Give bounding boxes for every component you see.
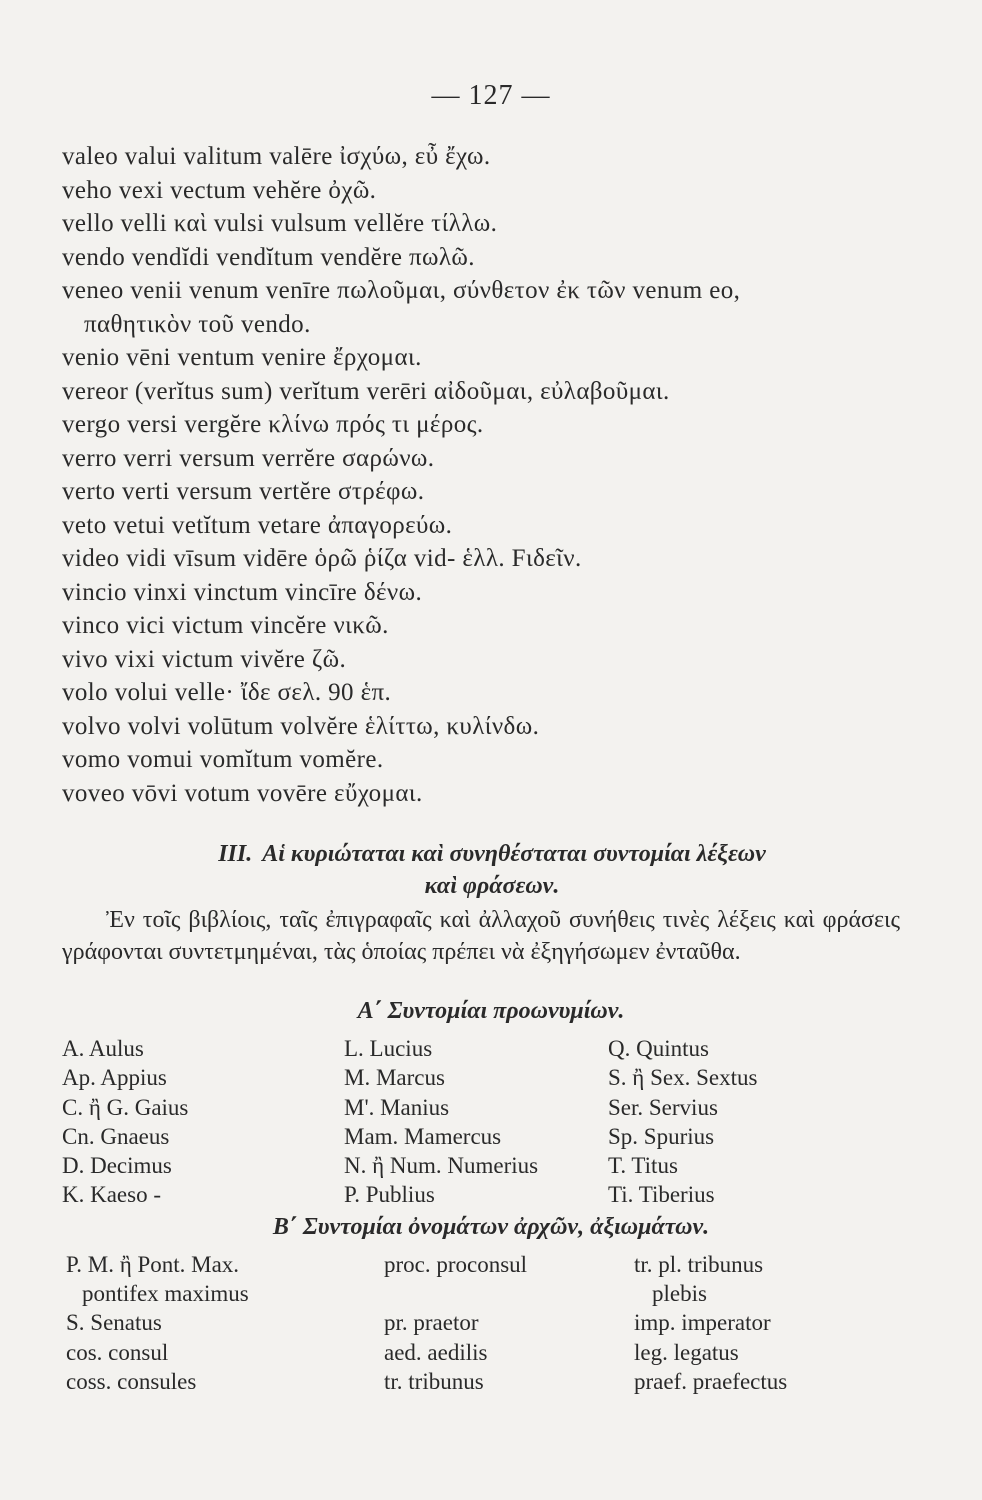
entry-text: vello velli καὶ vulsi vulsum vellĕre τίλλω. bbox=[62, 210, 498, 237]
section-number: III. bbox=[218, 841, 253, 867]
entry-text: veto vetui vetĭtum vetare ἀπαγορεύω. bbox=[62, 511, 453, 539]
entry-text: venio vēni ventum venire ἔρχομαι. bbox=[62, 344, 422, 371]
intro-text: Ἐν τοῖς βιβλίοις, ταῖς ἐπιγραφαῖς καὶ ἀλλαχοῦ συνήθεις τινὲς λέξεις καὶ φράσεις γράφονται συντετμημέναι, τὰς ὁποίας πρέπει νὰ ἐξηγήσωμεν ἐνταῦθα. bbox=[62, 907, 900, 965]
verb-entry bbox=[62, 341, 922, 375]
verb-entry bbox=[62, 643, 922, 677]
abbr-cell: Mam. Mamercus bbox=[344, 1123, 502, 1149]
table-row bbox=[62, 1310, 922, 1339]
verb-entry bbox=[62, 375, 922, 409]
abbr-cell: K. Kaeso - bbox=[62, 1182, 161, 1208]
verb-entry bbox=[62, 743, 922, 777]
abbr-cell: Sp. Spurius bbox=[608, 1123, 715, 1149]
title-cell: praef. praefectus bbox=[634, 1368, 788, 1394]
verb-entry bbox=[62, 442, 922, 476]
page-number: — 127 — bbox=[431, 80, 551, 111]
title-cell: P. M. ἢ Pont. Max. bbox=[66, 1252, 240, 1277]
praenomina-heading: Α΄ Συντομίαι προωνυμίων. bbox=[357, 998, 625, 1024]
entry-text: volo volui velle· ἴδε σελ. 90 ἑπ. bbox=[62, 679, 392, 706]
entry-text: vergo versi vergĕre κλίνω πρός τι μέρος. bbox=[62, 411, 484, 438]
verb-entry bbox=[62, 274, 922, 341]
abbr-cell: M'. Manius bbox=[344, 1094, 450, 1120]
title-cell: tr. pl. tribunus bbox=[634, 1252, 764, 1277]
abbr-cell: A. Aulus bbox=[62, 1036, 144, 1061]
titles-table bbox=[62, 1252, 922, 1398]
table-row bbox=[62, 1252, 922, 1281]
abbr-cell: T. Titus bbox=[608, 1153, 678, 1179]
section-title-line1: Αἱ κυριώταται καὶ συνηθέσταται συντομίαι λέξεων bbox=[262, 841, 766, 867]
verb-entry bbox=[62, 140, 922, 174]
verb-entry bbox=[62, 609, 922, 643]
verb-entry bbox=[62, 777, 922, 811]
title-cell: cos. consul bbox=[66, 1339, 169, 1365]
abbr-cell: S. ἢ Sex. Sextus bbox=[608, 1065, 758, 1091]
title-cell: coss. consules bbox=[66, 1368, 197, 1394]
verb-entry bbox=[62, 710, 922, 744]
title-cell: leg. legatus bbox=[634, 1339, 739, 1365]
intro-paragraph bbox=[62, 904, 900, 968]
verb-entry bbox=[62, 207, 922, 241]
table-row bbox=[62, 1065, 922, 1094]
abbr-cell: Ap. Appius bbox=[62, 1065, 167, 1091]
entry-text: verro verri versum verrĕre σαρώνω. bbox=[62, 444, 435, 472]
section-title-line2: καὶ φράσεων. bbox=[424, 873, 560, 899]
verb-entry bbox=[62, 676, 922, 710]
title-cell: S. Senatus bbox=[66, 1310, 162, 1336]
abbr-cell: D. Decimus bbox=[62, 1153, 172, 1179]
abbr-cell: Q. Quintus bbox=[608, 1036, 709, 1061]
entry-text: vincio vinxi vinctum vincīre δένω. bbox=[62, 578, 423, 606]
entry-text: verto verti versum vertĕre στρέφω. bbox=[62, 478, 425, 505]
abbr-cell: M. Marcus bbox=[344, 1065, 445, 1091]
verb-entry bbox=[62, 576, 922, 610]
entry-text: valeo valui valitum valēre ἰσχύω, εὖ ἔχω. bbox=[62, 143, 491, 170]
title-cell: plebis bbox=[652, 1281, 707, 1307]
entry-text: vivo vixi victum vivĕre ζῶ. bbox=[62, 645, 347, 673]
abbr-cell: C. ἢ G. Gaius bbox=[62, 1094, 189, 1120]
entry-text: voveo vōvi votum vovēre εὔχομαι. bbox=[62, 779, 423, 807]
title-cell: proc. proconsul bbox=[384, 1252, 528, 1277]
table-row bbox=[62, 1036, 922, 1065]
entry-text: volvo volvi volūtum volvĕre ἑλίττω, κυλίνδω. bbox=[62, 712, 540, 740]
abbr-cell: L. Lucius bbox=[344, 1036, 433, 1061]
table-row bbox=[62, 1340, 922, 1369]
table-row bbox=[62, 1095, 922, 1124]
title-cell: imp. imperator bbox=[634, 1310, 771, 1336]
entry-text: vendo vendĭdi vendĭtum vendĕre πωλῶ. bbox=[62, 243, 475, 271]
title-cell: pr. praetor bbox=[384, 1310, 479, 1336]
verb-list bbox=[62, 140, 922, 810]
verb-entry bbox=[62, 475, 922, 509]
title-cell: aed. aedilis bbox=[384, 1339, 488, 1365]
table-row bbox=[62, 1281, 922, 1310]
section-heading bbox=[62, 838, 922, 902]
abbr-cell: N. ἢ Num. Numerius bbox=[344, 1153, 539, 1179]
title-cell: pontifex maximus bbox=[82, 1281, 249, 1307]
title-cell: tr. tribunus bbox=[384, 1368, 484, 1394]
abbr-cell: Ser. Servius bbox=[608, 1094, 718, 1120]
verb-entry bbox=[62, 174, 922, 208]
table-row bbox=[62, 1182, 922, 1211]
entry-continuation: παθητικὸν τοῦ vendo. bbox=[84, 310, 311, 338]
table-row bbox=[62, 1124, 922, 1153]
entry-text: vomo vomui vomĭtum vomĕre. bbox=[62, 746, 384, 773]
verb-entry bbox=[62, 509, 922, 543]
entry-text: vinco vici victum vincĕre νικῶ. bbox=[62, 612, 389, 639]
verb-entry bbox=[62, 241, 922, 275]
entry-text: veho vexi vectum vehĕre ὀχῶ. bbox=[62, 176, 377, 204]
abbr-cell: Ti. Tiberius bbox=[608, 1182, 715, 1208]
titles-heading: Β΄ Συντομίαι ὀνομάτων ἀρχῶν, ἀξιωμάτων. bbox=[272, 1214, 710, 1240]
abbr-cell: Cn. Gnaeus bbox=[62, 1123, 170, 1149]
table-row bbox=[62, 1153, 922, 1182]
abbr-cell: P. Publius bbox=[344, 1182, 435, 1208]
entry-text: video vidi vīsum vidēre ὁρῶ ῥίζα vid- ἑλλ. Fιδεῖν. bbox=[62, 545, 582, 572]
table-row bbox=[62, 1369, 922, 1398]
verb-entry bbox=[62, 408, 922, 442]
entry-text: veneo venii venum venīre πωλοῦμαι, σύνθετον ἐκ τῶν venum eo, bbox=[62, 277, 741, 304]
verb-entry bbox=[62, 542, 922, 576]
entry-text: vereor (verĭtus sum) verĭtum verēri αἰδοῦμαι, εὐλαβοῦμαι. bbox=[62, 377, 670, 405]
praenomina-table bbox=[62, 1036, 922, 1212]
